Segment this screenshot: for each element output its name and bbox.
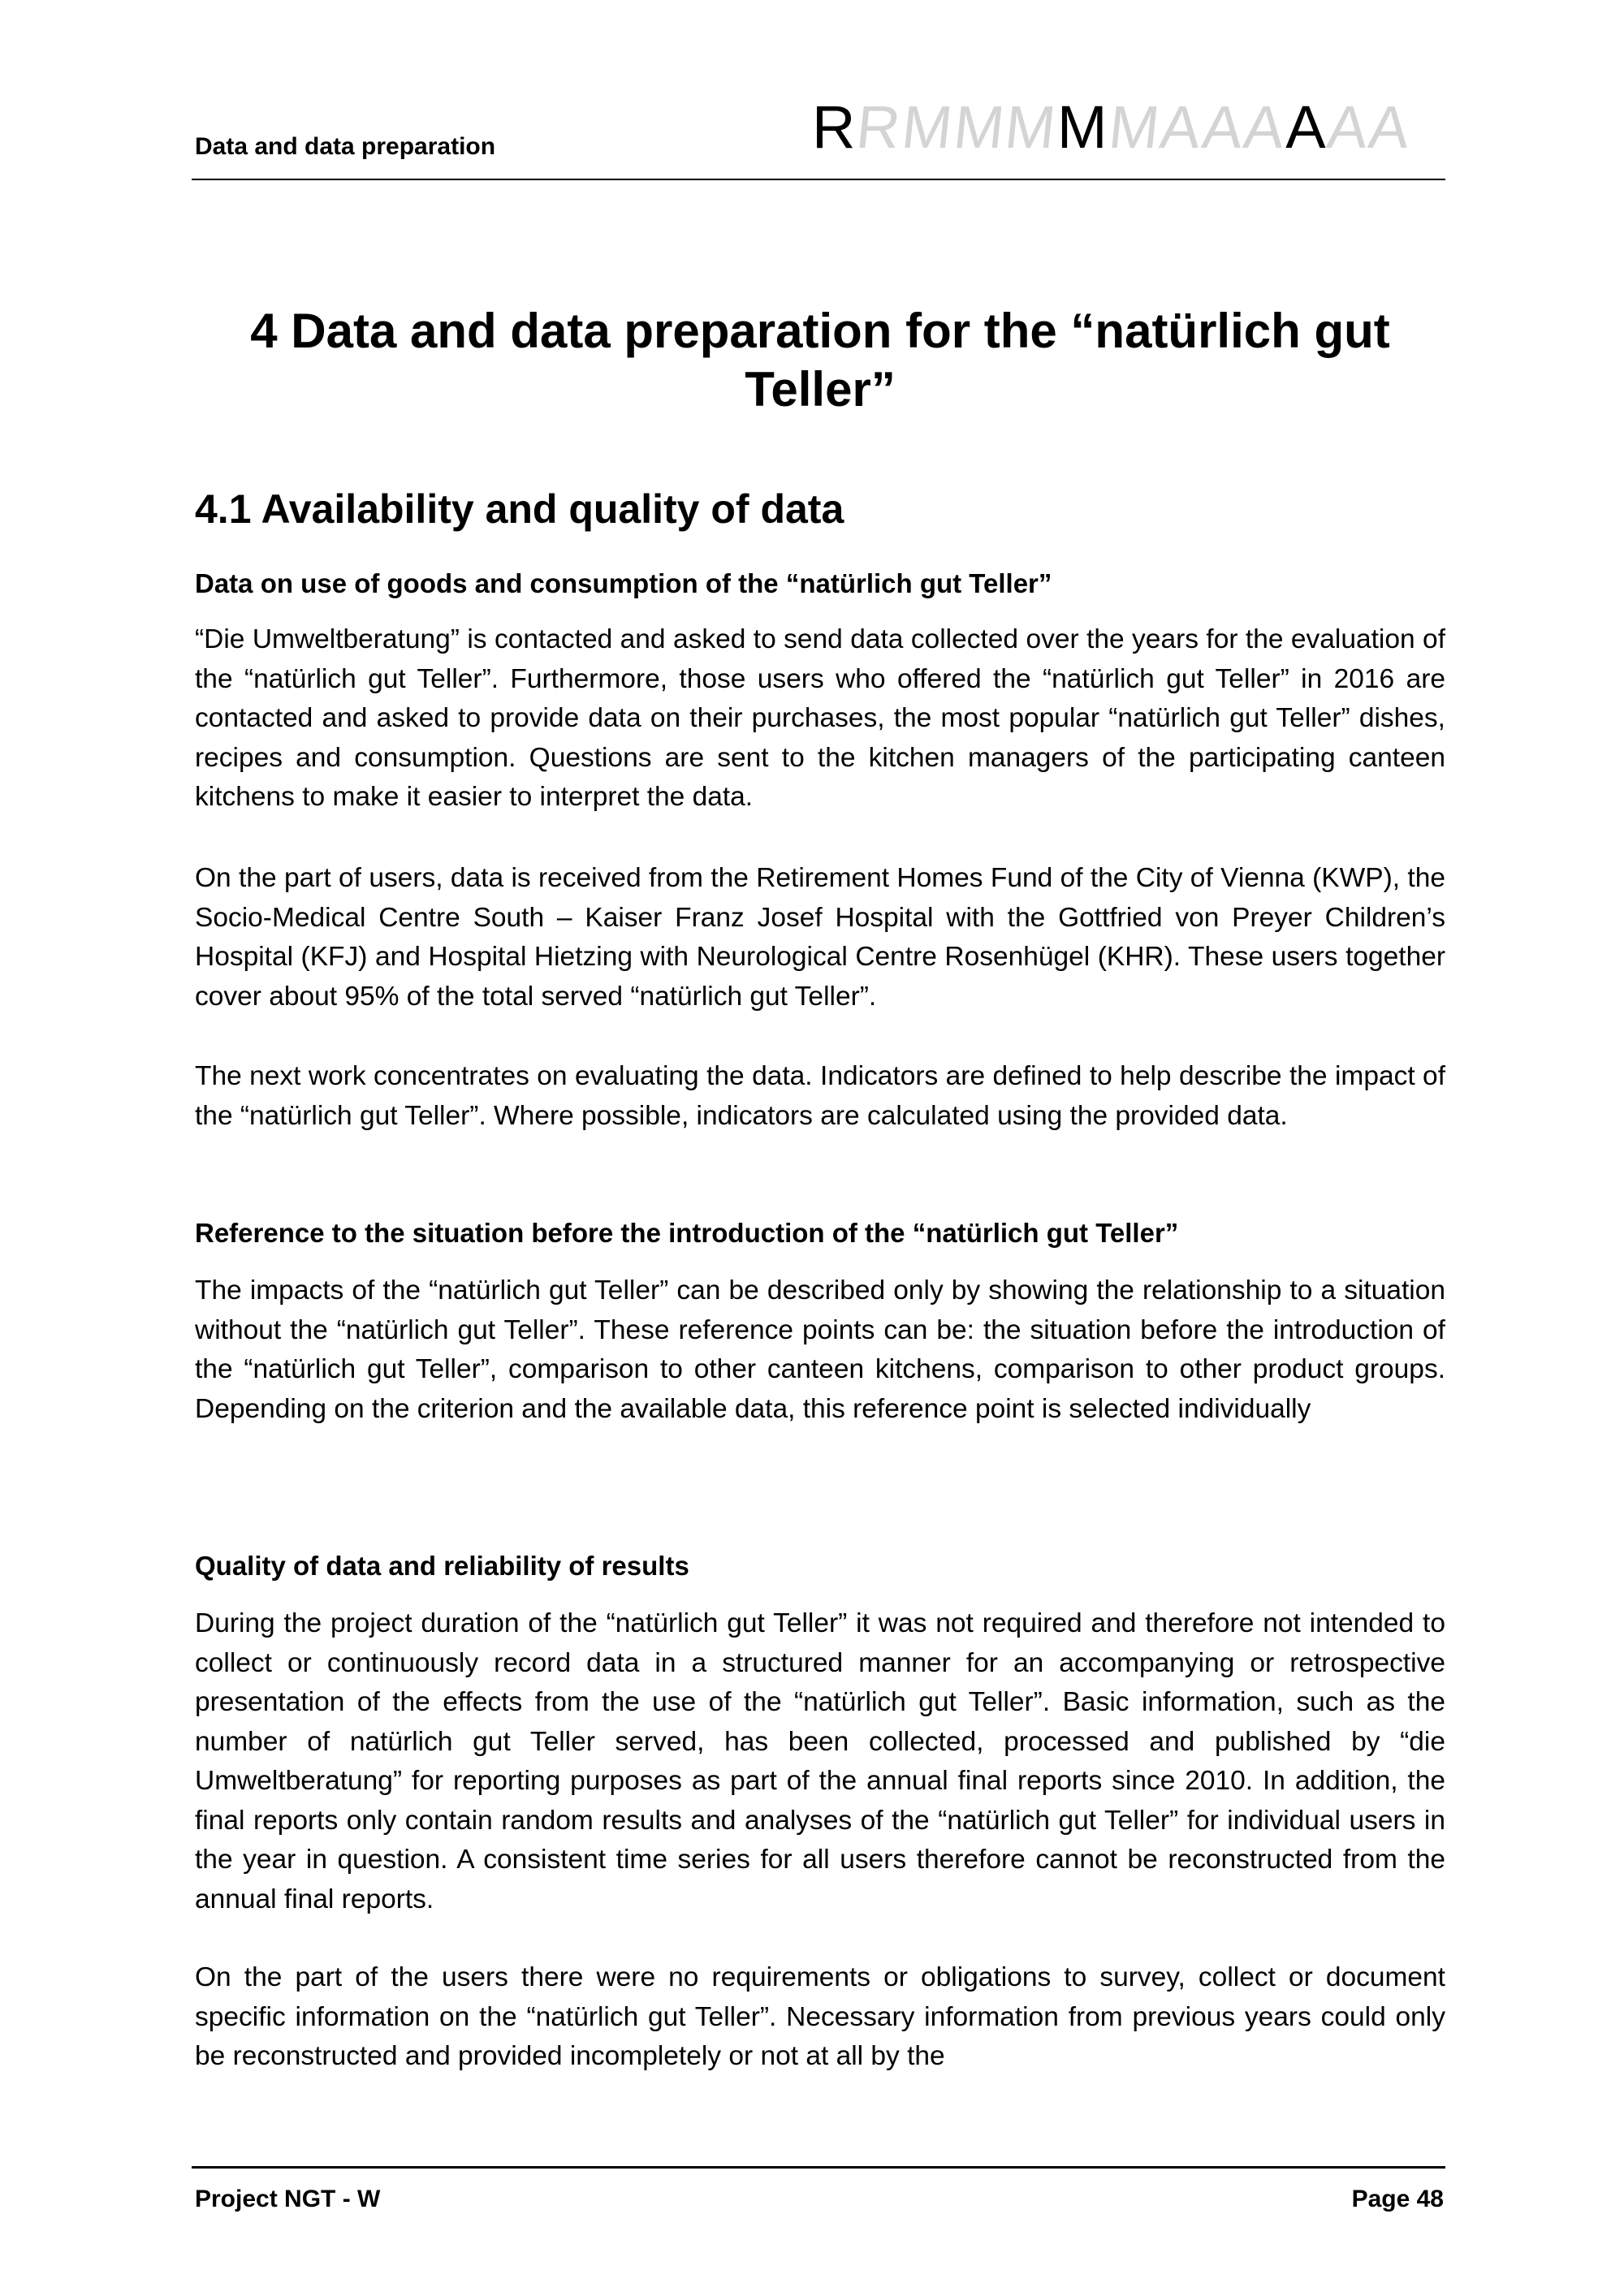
- paragraph-reference-points: The impacts of the “natürlich gut Teller” can be described only by showing the relationship to a situation without the “natürlich gut Teller”. These reference points can be: the situation before the introduction of the “natürlich gut Teller”, comparison to other canteen kitchens, comparison to other product groups. Depending on the criterion and the available data, this reference point is selected individually: [195, 1275, 1445, 1424]
- subheading-data-use: Data on use of goods and consumption of the “natürlich gut Teller”: [195, 568, 1052, 598]
- footer-divider: [192, 2166, 1445, 2169]
- paragraph-evaluation: The next work concentrates on evaluating the data. Indicators are defined to help describe the impact of the “natürlich gut Teller”. Where possible, indicators are calculated using the provided data.: [195, 1061, 1445, 1131]
- logo-letter: R: [812, 93, 857, 161]
- section-heading: 4.1 Availability and quality of data: [195, 486, 844, 532]
- footer-page-number: Page 48: [1351, 2186, 1444, 2212]
- logo-letter: A: [1324, 93, 1373, 161]
- footer-project: Project NGT - W: [195, 2186, 381, 2212]
- logo-letter: A: [1240, 93, 1289, 161]
- paragraph-data-sources: On the part of users, data is received from the Retirement Homes Fund of the City of Vienna (KWP), the Socio-Medical Centre South – Kaiser Franz Josef Hospital with the Gottfried von Preyer Children’s Hospital (KFJ) and Hospital Hietzing with Neurological Centre Rosenhügel (KHR). These users together cover about 95% of the total served “natürlich gut Teller”.: [195, 863, 1445, 1012]
- paragraph-project-duration: During the project duration of the “natürlich gut Teller” it was not required and therefore not intended to collect or continuously record data in a structured manner for an accompanying or retrospective presentation of the effects from the use of the “natürlich gut Teller”. Basic information, such as the number of natürlich gut Teller served, has been collected, processed and published by “die Umweltberatung” for reporting purposes as part of the annual final reports since 2010. In addition, the final reports only contain random results and analyses of the “natürlich gut Teller” for individual users in the year in question. A consistent time series for all users therefore cannot be reconstructed from the annual final reports.: [195, 1608, 1445, 1914]
- paragraph-data-request: “Die Umweltberatung” is contacted and asked to send data collected over the years for the evaluation of the “natürlich gut Teller”. Furthermore, those users who offered the “natürlich gut Teller” in 2016 are contacted and asked to provide data on their purchases, the most popular “natürlich gut Teller” dishes, recipes and consumption. Questions are sent to the kitchen managers of the participating canteen kitchens to make it easier to interpret the data.: [195, 624, 1445, 812]
- header-divider: [192, 179, 1445, 180]
- logo-letter: M: [1056, 93, 1109, 161]
- logo-letter: M: [898, 93, 957, 161]
- rma-logo: [812, 93, 1415, 161]
- subheading-reference: Reference to the situation before the introduction of the “natürlich gut Teller”: [195, 1218, 1179, 1248]
- logo-letter: A: [1156, 93, 1206, 161]
- logo-letter: M: [1105, 93, 1164, 161]
- logo-letter: A: [1285, 93, 1328, 161]
- logo-letter: R: [853, 93, 906, 161]
- logo-letter: A: [1365, 93, 1415, 161]
- logo-letter: A: [1199, 93, 1248, 161]
- paragraph-user-obligations: On the part of the users there were no requirements or obligations to survey, collect or document specific information on the “natürlich gut Teller”. Necessary information from previous years could only be reconstructed and provided incompletely or not at all by the: [195, 1962, 1445, 2071]
- logo-letter: M: [1001, 93, 1061, 161]
- logo-letter: M: [950, 93, 1009, 161]
- chapter-heading: 4 Data and data preparation for the “natürlich gut Teller”: [250, 304, 1390, 416]
- subheading-data-quality: Quality of data and reliability of results: [195, 1551, 689, 1581]
- running-header-title: Data and data preparation: [195, 133, 496, 160]
